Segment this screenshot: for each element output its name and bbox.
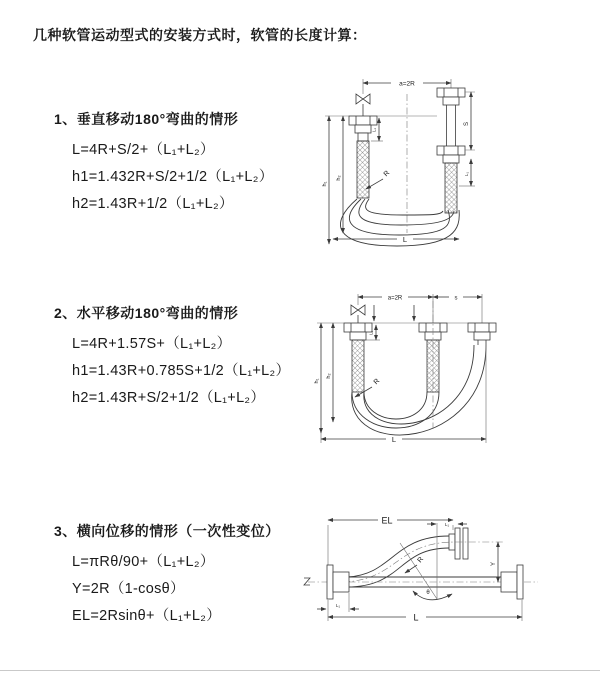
dim-label-s: s [454, 295, 458, 302]
formula-h2: h2=1.43R+S/2+1/2（L₁+L₂） [72, 390, 266, 406]
dim-width-2r [358, 294, 482, 323]
formula-y: Y=2R（1-cosθ） [72, 581, 185, 597]
label-radius: R [372, 377, 382, 387]
dim-el [328, 516, 453, 568]
braided-hose-section [352, 340, 364, 392]
formula-l: L=πRθ/90+（L₁+L₂） [72, 554, 215, 570]
right-flange [501, 565, 523, 599]
dim-length [321, 345, 486, 444]
dim-label-l: L [391, 435, 397, 444]
dim-label-y: Y [491, 561, 497, 567]
dim-l1-right [459, 159, 475, 186]
dim-l1-top [427, 522, 467, 527]
diagram-vertical-180-bend [313, 68, 588, 264]
section-lateral-displacement [54, 521, 280, 631]
diagram-horizontal-180-bend [308, 281, 573, 453]
section-2-formulas [72, 332, 290, 413]
dim-label-l: L [413, 612, 419, 623]
formula-l: L=4R+1.57S+（L₁+L₂） [72, 336, 232, 352]
dim-shift-s [433, 296, 482, 302]
dim-label-l1: L₁ [444, 522, 450, 527]
radius-callout [366, 170, 391, 189]
dim-l1-bottom [317, 593, 359, 612]
valve-icon [356, 94, 370, 116]
label-radius: R [416, 555, 426, 565]
hose-u-loops [352, 345, 486, 435]
page-bottom-edge [0, 670, 600, 671]
formula-el: EL=2Rsinθ+（L₁+L₂） [72, 608, 222, 624]
dim-label-h1: h₁ [322, 181, 328, 187]
section-horizontal-movement [54, 303, 290, 413]
section-1-heading: 1、垂直移动180°弯曲的情形 [54, 111, 239, 127]
left-flange [327, 565, 349, 599]
dim-h2 [336, 116, 343, 233]
formula-h2: h2=1.43R+1/2（L₁+L₂） [72, 196, 234, 212]
dim-label-el: EL [381, 515, 393, 526]
dim-label-l1: L₁ [464, 171, 469, 177]
dim-label-a2r: a=2R [399, 80, 415, 88]
formula-h1: h1=1.432R+S/2+1/2（L₁+L₂） [72, 169, 274, 185]
pipe-end-mark [304, 578, 310, 585]
section-2-heading: 2、水平移动180°弯曲的情形 [54, 305, 239, 321]
dim-y [491, 542, 498, 582]
dim-h2 [326, 323, 333, 422]
braided-hose-section [357, 141, 369, 198]
dim-stroke-s [464, 92, 475, 150]
dim-length [328, 600, 522, 623]
dim-label-s: S [464, 121, 470, 127]
section-3-heading: 3、横向位移的情形（一次性变位） [54, 523, 280, 539]
formula-l: L=4R+S/2+（L₁+L₂） [72, 142, 215, 158]
page-title: 几种软管运动型式的安装方式时，软管的长度计算： [33, 27, 367, 43]
formula-h1: h1=1.43R+0.785S+1/2（L₁+L₂） [72, 363, 291, 379]
dim-label-a2r: a=2R [387, 295, 403, 302]
dim-label-l1: L₁ [335, 603, 341, 608]
dim-label-h2: h₂ [336, 175, 342, 181]
valve-icon [351, 305, 365, 323]
dim-label-l: L [402, 235, 408, 244]
diagram-lateral-displacement [298, 501, 598, 643]
braided-hose-section [445, 163, 457, 213]
right-pipe-fitting [437, 88, 465, 213]
upper-flange [449, 528, 468, 559]
dim-label-h2: h₂ [326, 373, 332, 379]
dim-label-h1: h₁ [314, 378, 320, 384]
section-vertical-movement [54, 109, 274, 219]
label-radius: R [382, 169, 392, 179]
dim-label-l1: L₁ [371, 127, 377, 133]
right-pipe-fitting [468, 323, 496, 345]
section-1-formulas [72, 138, 274, 219]
dim-label-l1: L₁ [368, 331, 374, 335]
radius-callout [405, 556, 425, 573]
label-theta: θ [426, 590, 430, 596]
section-3-formulas [72, 550, 280, 631]
